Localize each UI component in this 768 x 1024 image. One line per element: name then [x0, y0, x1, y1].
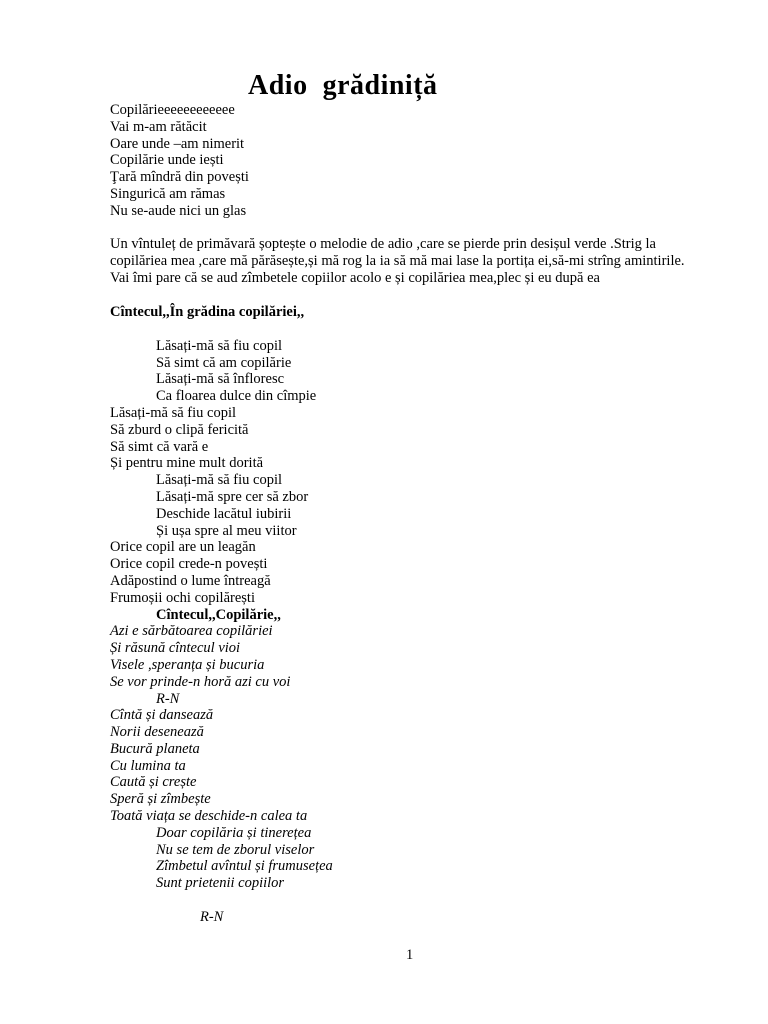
page-title: Adio grădiniță — [248, 70, 438, 101]
lyric-line: Adăpostind o lume întreagă — [110, 572, 271, 589]
lyric-line: Cîntă și dansează — [110, 707, 214, 724]
lyric-line: Lăsați-mă spre cer să zbor — [156, 488, 309, 505]
lyric-line: Azi e sărbătoarea copilăriei — [110, 623, 273, 640]
lyric-line: Toată viața se deschide-n calea ta — [110, 808, 308, 825]
lyric-line: Visele ,speranța și bucuria — [110, 656, 265, 673]
song2-lyrics — [110, 623, 710, 892]
song1-title: Cîntecul,,În grădina copilăriei,, — [110, 304, 305, 321]
lyric-line: Ca floarea dulce din cîmpie — [156, 388, 317, 405]
lyric-line: Și răsună cîntecul vioi — [110, 640, 241, 657]
lyric-line: Nu se tem de zborul viselor — [156, 841, 315, 858]
lyric-line: Se vor prinde-n horă azi cu voi — [110, 673, 291, 690]
spacer — [110, 220, 710, 237]
lyric-line: Orice copil are un leagăn — [110, 539, 256, 556]
lyric-line: Norii desenează — [110, 724, 204, 741]
lyric-line: Speră și zîmbește — [110, 791, 211, 808]
page-number: 1 — [406, 947, 414, 963]
lyric-line: Zîmbetul avîntul și frumusețea — [156, 858, 333, 875]
song2-title: Cîntecul,,Copilărie,, — [156, 606, 281, 623]
poem-line: Ţară mîndră din povești — [110, 169, 249, 186]
lyric-line: Caută și crește — [110, 774, 197, 791]
document-body — [110, 102, 710, 926]
lyric-line: Lăsați-mă să fiu copil — [110, 404, 237, 421]
lyric-line: Să simt că am copilărie — [156, 354, 292, 371]
lyric-line: Lăsați-mă să fiu copil — [156, 337, 283, 354]
spacer — [110, 892, 710, 909]
lyric-line: Cu lumina ta — [110, 757, 186, 774]
lyric-line: Și pentru mine mult dorită — [110, 455, 264, 472]
lyric-line: Lăsați-mă să înfloresc — [156, 371, 285, 388]
lyric-line: Deschide lacătul iubirii — [156, 505, 292, 522]
lyric-line: R-N — [156, 690, 180, 707]
lyric-line: Orice copil crede-n povești — [110, 556, 268, 573]
spacer — [110, 287, 710, 304]
lyric-line: Lăsați-mă să fiu copil — [156, 472, 283, 489]
poem-intro — [110, 102, 710, 220]
paragraph-2: Vai îmi pare că se aud zîmbetele copiilor acolo e și copilăriea mea,plec și eu după ea — [110, 270, 600, 287]
lyric-line: Sunt prietenii copiilor — [156, 875, 285, 892]
lyric-line: Bucură planeta — [110, 740, 200, 757]
lyric-line: Doar copilăria și tinerețea — [156, 824, 312, 841]
poem-line: Copilărieeeeeeeeeeee — [110, 102, 235, 118]
poem-line: Oare unde –am nimerit — [110, 135, 245, 152]
song1-lyrics — [110, 338, 710, 607]
lyric-line: Să simt că vară e — [110, 438, 209, 455]
spacer — [110, 321, 710, 338]
poem-line: Vai m-am rătăcit — [110, 118, 207, 135]
poem-line: Copilărie unde iești — [110, 152, 224, 169]
lyric-line: Frumoșii ochi copilărești — [110, 589, 255, 606]
lyric-line: Să zburd o clipă fericită — [110, 421, 249, 438]
paragraph-1: Un vîntuleț de primăvară șoptește o melodie de adio ,care se pierde prin desișul verde .Strig la copilăriea mea ,care mă părăsește,și mă rog la ia să mă mai lase la portița ei,să-mi strîng amintirile. — [110, 236, 685, 270]
final-refrain: R-N — [200, 908, 224, 925]
poem-line: Nu se-aude nici un glas — [110, 202, 247, 219]
lyric-line: Și ușa spre al meu viitor — [156, 522, 297, 539]
poem-line: Singurică am rămas — [110, 185, 226, 202]
